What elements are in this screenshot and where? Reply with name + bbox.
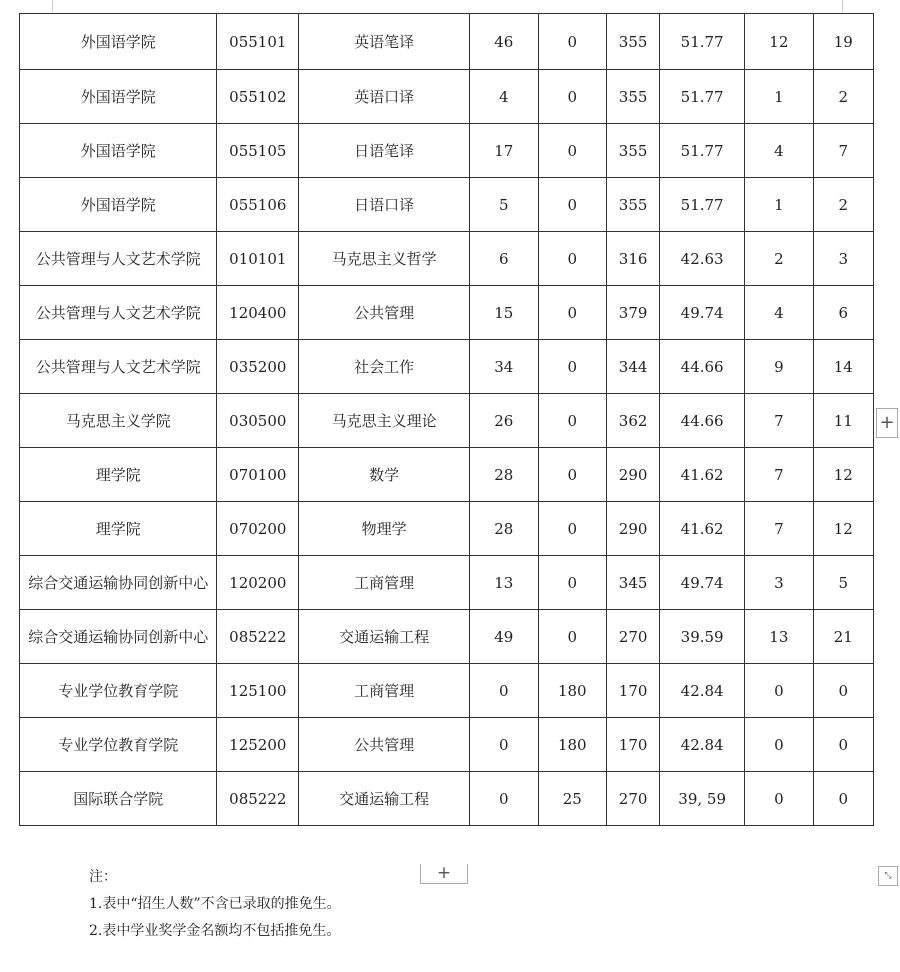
cell-col-4[interactable]: 13 (470, 556, 539, 610)
cell-col-5[interactable]: 0 (538, 178, 607, 232)
cell-col-4[interactable]: 46 (470, 14, 539, 70)
table-row (20, 610, 874, 664)
cell-major-name[interactable]: 工商管理 (299, 556, 470, 610)
cell-col-4[interactable]: 26 (470, 394, 539, 448)
cell-major-name[interactable]: 马克思主义哲学 (299, 232, 470, 286)
table-row (20, 394, 874, 448)
cell-col-6[interactable]: 290 (607, 502, 660, 556)
cell-col-9[interactable]: 5 (813, 556, 873, 610)
cell-col-9[interactable]: 21 (813, 610, 873, 664)
table-row (20, 178, 874, 232)
cell-col-7[interactable]: 44.66 (660, 340, 745, 394)
cell-col-8[interactable]: 2 (745, 232, 814, 286)
cell-col-9[interactable]: 19 (813, 14, 873, 70)
cell-col-9[interactable]: 7 (813, 124, 873, 178)
table-notes (89, 864, 341, 945)
cell-college[interactable]: 理学院 (20, 448, 217, 502)
cell-col-4[interactable]: 28 (470, 502, 539, 556)
cell-col-9[interactable]: 0 (813, 772, 873, 826)
cell-col-9[interactable]: 2 (813, 70, 873, 124)
cell-major-code[interactable]: 125200 (217, 718, 299, 772)
cell-col-8[interactable]: 4 (745, 124, 814, 178)
cell-major-name[interactable]: 工商管理 (299, 664, 470, 718)
cell-col-8[interactable]: 7 (745, 448, 814, 502)
cell-major-code[interactable]: 055101 (217, 14, 299, 70)
cell-col-6[interactable]: 355 (607, 70, 660, 124)
cell-col-6[interactable]: 355 (607, 124, 660, 178)
cell-col-6[interactable]: 362 (607, 394, 660, 448)
notes-heading: 注： (89, 869, 117, 885)
cell-col-7[interactable]: 39, 59 (660, 772, 745, 826)
cell-college[interactable]: 专业学位教育学院 (20, 664, 217, 718)
cell-col-8[interactable]: 1 (745, 178, 814, 232)
cell-col-5[interactable]: 0 (538, 70, 607, 124)
cell-major-name[interactable]: 马克思主义理论 (299, 394, 470, 448)
cell-col-6[interactable]: 345 (607, 556, 660, 610)
table-row (20, 340, 874, 394)
cell-col-7[interactable]: 41.62 (660, 502, 745, 556)
cell-col-8[interactable]: 4 (745, 286, 814, 340)
cell-col-5[interactable]: 25 (538, 772, 607, 826)
cell-major-name[interactable]: 公共管理 (299, 718, 470, 772)
cell-col-9[interactable]: 6 (813, 286, 873, 340)
cell-col-5[interactable]: 180 (538, 664, 607, 718)
cell-college[interactable]: 外国语学院 (20, 178, 217, 232)
cell-college[interactable]: 专业学位教育学院 (20, 718, 217, 772)
cell-col-5[interactable]: 0 (538, 394, 607, 448)
admissions-table (19, 13, 874, 826)
cell-col-7[interactable]: 51.77 (660, 14, 745, 70)
cell-col-4[interactable]: 28 (470, 448, 539, 502)
cell-col-9[interactable]: 12 (813, 502, 873, 556)
cell-col-8[interactable]: 0 (745, 718, 814, 772)
page-edge-left (52, 0, 53, 12)
cell-col-9[interactable]: 0 (813, 664, 873, 718)
cell-col-5[interactable]: 0 (538, 124, 607, 178)
cell-major-code[interactable]: 030500 (217, 394, 299, 448)
cell-col-6[interactable]: 270 (607, 772, 660, 826)
cell-col-7[interactable]: 42.84 (660, 718, 745, 772)
table-body (20, 14, 874, 826)
cell-col-4[interactable]: 15 (470, 286, 539, 340)
cell-col-7[interactable]: 51.77 (660, 178, 745, 232)
cell-col-6[interactable]: 170 (607, 718, 660, 772)
cell-col-8[interactable]: 9 (745, 340, 814, 394)
cell-major-code[interactable]: 055102 (217, 70, 299, 124)
cell-col-4[interactable]: 34 (470, 340, 539, 394)
cell-col-8[interactable]: 1 (745, 70, 814, 124)
cell-col-5[interactable]: 180 (538, 718, 607, 772)
table-row (20, 286, 874, 340)
cell-col-4[interactable]: 0 (470, 772, 539, 826)
cell-major-code[interactable]: 055105 (217, 124, 299, 178)
cell-col-7[interactable]: 41.62 (660, 448, 745, 502)
cell-col-7[interactable]: 49.74 (660, 286, 745, 340)
table-row (20, 718, 874, 772)
table-row (20, 70, 874, 124)
cell-col-6[interactable]: 316 (607, 232, 660, 286)
cell-college[interactable]: 理学院 (20, 502, 217, 556)
cell-col-6[interactable]: 344 (607, 340, 660, 394)
cell-major-code[interactable]: 035200 (217, 340, 299, 394)
cell-major-name[interactable]: 日语笔译 (299, 124, 470, 178)
cell-major-code[interactable]: 120200 (217, 556, 299, 610)
cell-col-9[interactable]: 12 (813, 448, 873, 502)
add-column-button[interactable]: + (420, 864, 468, 884)
cell-major-name[interactable]: 交通运输工程 (299, 610, 470, 664)
cell-major-name[interactable]: 英语笔译 (299, 14, 470, 70)
cell-major-code[interactable]: 055106 (217, 178, 299, 232)
cell-col-5[interactable]: 0 (538, 340, 607, 394)
cell-col-7[interactable]: 51.77 (660, 124, 745, 178)
cell-major-code[interactable]: 070200 (217, 502, 299, 556)
cell-major-code[interactable]: 085222 (217, 610, 299, 664)
cell-major-name[interactable]: 日语口译 (299, 178, 470, 232)
cell-col-7[interactable]: 49.74 (660, 556, 745, 610)
cell-college[interactable]: 综合交通运输协同创新中心 (20, 556, 217, 610)
cell-col-8[interactable]: 3 (745, 556, 814, 610)
cell-college[interactable]: 综合交通运输协同创新中心 (20, 610, 217, 664)
cell-col-4[interactable]: 0 (470, 664, 539, 718)
cell-col-7[interactable]: 39.59 (660, 610, 745, 664)
cell-col-8[interactable]: 0 (745, 664, 814, 718)
cell-col-7[interactable]: 51.77 (660, 70, 745, 124)
cell-col-9[interactable]: 14 (813, 340, 873, 394)
cell-col-4[interactable]: 6 (470, 232, 539, 286)
page-edge-right (842, 0, 843, 12)
cell-col-9[interactable]: 3 (813, 232, 873, 286)
cell-major-code[interactable]: 070100 (217, 448, 299, 502)
cell-major-name[interactable]: 数学 (299, 448, 470, 502)
table-row (20, 124, 874, 178)
cell-col-4[interactable]: 5 (470, 178, 539, 232)
cell-col-8[interactable]: 13 (745, 610, 814, 664)
cell-college[interactable]: 公共管理与人文艺术学院 (20, 340, 217, 394)
cell-col-8[interactable]: 7 (745, 394, 814, 448)
table-row (20, 14, 874, 70)
cell-col-6[interactable]: 170 (607, 664, 660, 718)
cell-major-name[interactable]: 物理学 (299, 502, 470, 556)
cell-col-7[interactable]: 42.63 (660, 232, 745, 286)
cell-col-6[interactable]: 270 (607, 610, 660, 664)
cell-col-8[interactable]: 7 (745, 502, 814, 556)
cell-college[interactable]: 公共管理与人文艺术学院 (20, 286, 217, 340)
cell-major-code[interactable]: 120400 (217, 286, 299, 340)
cell-col-5[interactable]: 0 (538, 556, 607, 610)
cell-college[interactable]: 马克思主义学院 (20, 394, 217, 448)
table-resize-handle[interactable]: ⤡ (878, 866, 898, 886)
note-line-1: 1.表中“招生人数”不含已录取的推免生。 (89, 896, 341, 912)
cell-major-name[interactable]: 社会工作 (299, 340, 470, 394)
cell-college[interactable]: 外国语学院 (20, 124, 217, 178)
cell-col-5[interactable]: 0 (538, 502, 607, 556)
cell-col-5[interactable]: 0 (538, 232, 607, 286)
table-row (20, 502, 874, 556)
cell-col-9[interactable]: 2 (813, 178, 873, 232)
cell-col-9[interactable]: 0 (813, 718, 873, 772)
cell-col-4[interactable]: 17 (470, 124, 539, 178)
note-line-2: 2.表中学业奖学金名额均不包括推免生。 (89, 923, 341, 939)
cell-col-6[interactable]: 290 (607, 448, 660, 502)
cell-college[interactable]: 外国语学院 (20, 14, 217, 70)
table-row (20, 448, 874, 502)
cell-major-code[interactable]: 085222 (217, 772, 299, 826)
cell-college[interactable]: 外国语学院 (20, 70, 217, 124)
cell-col-4[interactable]: 4 (470, 70, 539, 124)
cell-college[interactable]: 国际联合学院 (20, 772, 217, 826)
cell-col-5[interactable]: 0 (538, 14, 607, 70)
cell-col-6[interactable]: 355 (607, 14, 660, 70)
cell-col-5[interactable]: 0 (538, 286, 607, 340)
table-row (20, 772, 874, 826)
cell-college[interactable]: 公共管理与人文艺术学院 (20, 232, 217, 286)
cell-major-name[interactable]: 交通运输工程 (299, 772, 470, 826)
cell-major-name[interactable]: 公共管理 (299, 286, 470, 340)
cell-col-9[interactable]: 11 (813, 394, 873, 448)
add-row-button[interactable]: + (876, 408, 898, 438)
cell-col-4[interactable]: 49 (470, 610, 539, 664)
table-row (20, 664, 874, 718)
cell-col-6[interactable]: 379 (607, 286, 660, 340)
table-row (20, 232, 874, 286)
cell-col-5[interactable]: 0 (538, 448, 607, 502)
cell-col-7[interactable]: 42.84 (660, 664, 745, 718)
cell-col-4[interactable]: 0 (470, 718, 539, 772)
cell-col-7[interactable]: 44.66 (660, 394, 745, 448)
cell-col-6[interactable]: 355 (607, 178, 660, 232)
cell-major-code[interactable]: 125100 (217, 664, 299, 718)
cell-major-name[interactable]: 英语口译 (299, 70, 470, 124)
cell-col-8[interactable]: 12 (745, 14, 814, 70)
table-row (20, 556, 874, 610)
cell-col-5[interactable]: 0 (538, 610, 607, 664)
cell-major-code[interactable]: 010101 (217, 232, 299, 286)
cell-col-8[interactable]: 0 (745, 772, 814, 826)
